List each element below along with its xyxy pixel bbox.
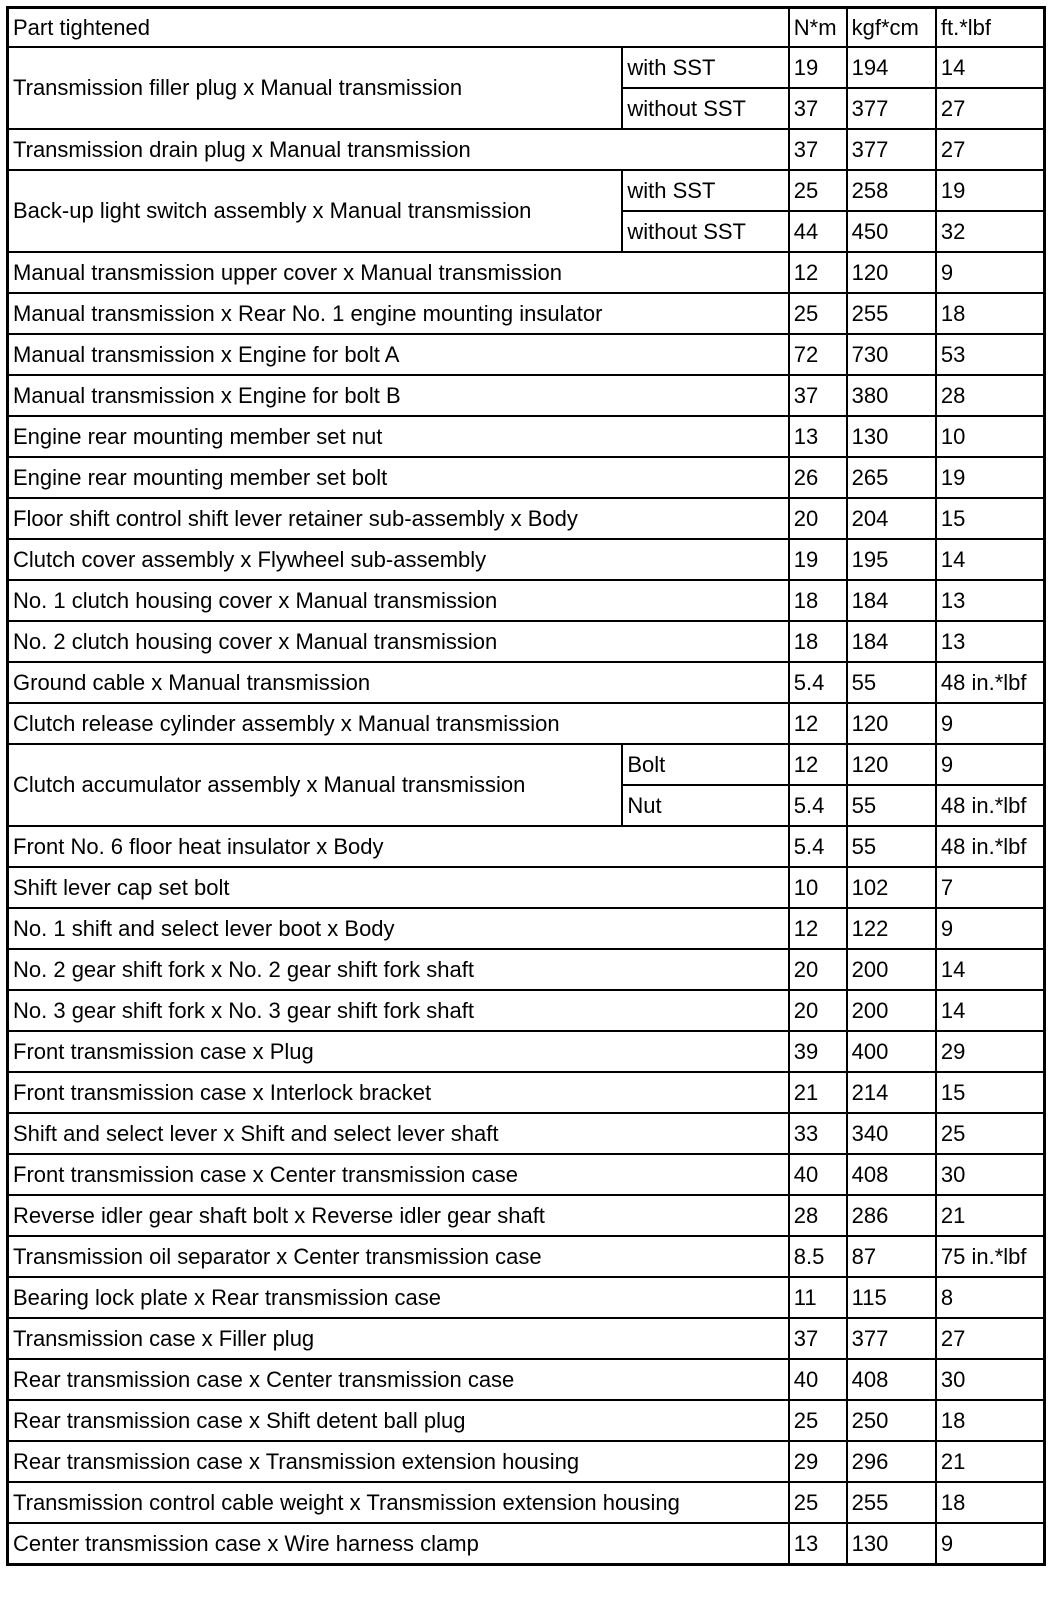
ftlbf-cell: 75 in.*lbf (936, 1236, 1045, 1277)
part-name-cell: Manual transmission upper cover x Manual transmission (8, 252, 789, 293)
table-row (8, 1072, 1045, 1113)
kgfcm-cell: 120 (847, 252, 936, 293)
header-kgfcm: kgf*cm (847, 8, 936, 48)
kgfcm-cell: 115 (847, 1277, 936, 1318)
ftlbf-cell: 15 (936, 498, 1045, 539)
nm-cell: 37 (789, 1318, 847, 1359)
table-row (8, 662, 1045, 703)
nm-cell: 21 (789, 1072, 847, 1113)
condition-cell: without SST (622, 211, 788, 252)
ftlbf-cell: 7 (936, 867, 1045, 908)
table-row (8, 129, 1045, 170)
table-row (8, 539, 1045, 580)
table-row (8, 293, 1045, 334)
kgfcm-cell: 296 (847, 1441, 936, 1482)
ftlbf-cell: 27 (936, 1318, 1045, 1359)
kgfcm-cell: 130 (847, 416, 936, 457)
ftlbf-cell: 19 (936, 170, 1045, 211)
kgfcm-cell: 194 (847, 47, 936, 88)
part-name-cell: Clutch release cylinder assembly x Manual transmission (8, 703, 789, 744)
kgfcm-cell: 120 (847, 744, 936, 785)
part-name-cell: Floor shift control shift lever retainer sub-assembly x Body (8, 498, 789, 539)
table-row (8, 498, 1045, 539)
ftlbf-cell: 21 (936, 1441, 1045, 1482)
ftlbf-cell: 13 (936, 621, 1045, 662)
part-name-cell: Front transmission case x Interlock bracket (8, 1072, 789, 1113)
table-row (8, 826, 1045, 867)
part-name-cell: No. 2 clutch housing cover x Manual transmission (8, 621, 789, 662)
kgfcm-cell: 122 (847, 908, 936, 949)
ftlbf-cell: 13 (936, 580, 1045, 621)
nm-cell: 5.4 (789, 785, 847, 826)
ftlbf-cell: 27 (936, 129, 1045, 170)
kgfcm-cell: 250 (847, 1400, 936, 1441)
part-name-cell: Rear transmission case x Transmission extension housing (8, 1441, 789, 1482)
ftlbf-cell: 8 (936, 1277, 1045, 1318)
ftlbf-cell: 30 (936, 1154, 1045, 1195)
header-row (8, 8, 1045, 48)
nm-cell: 40 (789, 1359, 847, 1400)
part-name-cell: Manual transmission x Engine for bolt B (8, 375, 789, 416)
table-row (8, 703, 1045, 744)
ftlbf-cell: 9 (936, 908, 1045, 949)
ftlbf-cell: 14 (936, 990, 1045, 1031)
ftlbf-cell: 10 (936, 416, 1045, 457)
condition-cell: Nut (622, 785, 788, 826)
table-row (8, 908, 1045, 949)
kgfcm-cell: 408 (847, 1154, 936, 1195)
ftlbf-cell: 15 (936, 1072, 1045, 1113)
kgfcm-cell: 377 (847, 129, 936, 170)
part-name-cell: No. 2 gear shift fork x No. 2 gear shift fork shaft (8, 949, 789, 990)
nm-cell: 10 (789, 867, 847, 908)
condition-cell: Bolt (622, 744, 788, 785)
ftlbf-cell: 48 in.*lbf (936, 785, 1045, 826)
condition-cell: with SST (622, 47, 788, 88)
table-row (8, 252, 1045, 293)
header-part-tightened: Part tightened (8, 8, 789, 48)
part-name-cell: Manual transmission x Engine for bolt A (8, 334, 789, 375)
header-ftlbf: ft.*lbf (936, 8, 1045, 48)
nm-cell: 18 (789, 621, 847, 662)
part-name-cell: No. 3 gear shift fork x No. 3 gear shift fork shaft (8, 990, 789, 1031)
nm-cell: 25 (789, 170, 847, 211)
ftlbf-cell: 30 (936, 1359, 1045, 1400)
part-name-cell: Manual transmission x Rear No. 1 engine mounting insulator (8, 293, 789, 334)
table-row (8, 1236, 1045, 1277)
table-row (8, 1318, 1045, 1359)
kgfcm-cell: 195 (847, 539, 936, 580)
nm-cell: 37 (789, 375, 847, 416)
kgfcm-cell: 87 (847, 1236, 936, 1277)
nm-cell: 13 (789, 416, 847, 457)
table-row (8, 949, 1045, 990)
kgfcm-cell: 255 (847, 1482, 936, 1523)
part-name-cell: Engine rear mounting member set nut (8, 416, 789, 457)
kgfcm-cell: 265 (847, 457, 936, 498)
ftlbf-cell: 21 (936, 1195, 1045, 1236)
kgfcm-cell: 200 (847, 949, 936, 990)
part-name-cell: Shift and select lever x Shift and select lever shaft (8, 1113, 789, 1154)
part-name-cell: Transmission oil separator x Center transmission case (8, 1236, 789, 1277)
nm-cell: 29 (789, 1441, 847, 1482)
table-row (8, 580, 1045, 621)
part-name-cell: Engine rear mounting member set bolt (8, 457, 789, 498)
table-row (8, 47, 1045, 88)
nm-cell: 72 (789, 334, 847, 375)
part-name-cell: Transmission case x Filler plug (8, 1318, 789, 1359)
part-name-cell: Front No. 6 floor heat insulator x Body (8, 826, 789, 867)
nm-cell: 20 (789, 498, 847, 539)
kgfcm-cell: 380 (847, 375, 936, 416)
nm-cell: 25 (789, 1482, 847, 1523)
nm-cell: 5.4 (789, 826, 847, 867)
ftlbf-cell: 14 (936, 539, 1045, 580)
nm-cell: 13 (789, 1523, 847, 1565)
table-row (8, 375, 1045, 416)
table-row (8, 1400, 1045, 1441)
ftlbf-cell: 53 (936, 334, 1045, 375)
ftlbf-cell: 14 (936, 949, 1045, 990)
ftlbf-cell: 19 (936, 457, 1045, 498)
kgfcm-cell: 377 (847, 1318, 936, 1359)
nm-cell: 18 (789, 580, 847, 621)
table-row (8, 1031, 1045, 1072)
kgfcm-cell: 400 (847, 1031, 936, 1072)
nm-cell: 44 (789, 211, 847, 252)
kgfcm-cell: 55 (847, 785, 936, 826)
torque-specification-table (6, 6, 1046, 1566)
condition-cell: without SST (622, 88, 788, 129)
header-nm: N*m (789, 8, 847, 48)
kgfcm-cell: 120 (847, 703, 936, 744)
condition-cell: with SST (622, 170, 788, 211)
kgfcm-cell: 214 (847, 1072, 936, 1113)
part-name-cell: Bearing lock plate x Rear transmission case (8, 1277, 789, 1318)
part-name-cell: Transmission control cable weight x Transmission extension housing (8, 1482, 789, 1523)
kgfcm-cell: 55 (847, 662, 936, 703)
part-name-cell: No. 1 shift and select lever boot x Body (8, 908, 789, 949)
table-row (8, 867, 1045, 908)
table-row (8, 1195, 1045, 1236)
kgfcm-cell: 450 (847, 211, 936, 252)
table-row (8, 457, 1045, 498)
kgfcm-cell: 200 (847, 990, 936, 1031)
kgfcm-cell: 408 (847, 1359, 936, 1400)
kgfcm-cell: 730 (847, 334, 936, 375)
part-name-cell: Clutch accumulator assembly x Manual transmission (8, 744, 623, 826)
nm-cell: 12 (789, 703, 847, 744)
kgfcm-cell: 286 (847, 1195, 936, 1236)
nm-cell: 8.5 (789, 1236, 847, 1277)
part-name-cell: Shift lever cap set bolt (8, 867, 789, 908)
part-name-cell: Back-up light switch assembly x Manual transmission (8, 170, 623, 252)
torque-table-body (8, 8, 1045, 1565)
table-row (8, 1113, 1045, 1154)
part-name-cell: Reverse idler gear shaft bolt x Reverse idler gear shaft (8, 1195, 789, 1236)
table-row (8, 1277, 1045, 1318)
nm-cell: 28 (789, 1195, 847, 1236)
nm-cell: 12 (789, 252, 847, 293)
part-name-cell: Transmission drain plug x Manual transmission (8, 129, 789, 170)
nm-cell: 26 (789, 457, 847, 498)
ftlbf-cell: 18 (936, 293, 1045, 334)
nm-cell: 12 (789, 744, 847, 785)
table-row (8, 1523, 1045, 1565)
kgfcm-cell: 377 (847, 88, 936, 129)
kgfcm-cell: 258 (847, 170, 936, 211)
kgfcm-cell: 55 (847, 826, 936, 867)
nm-cell: 20 (789, 990, 847, 1031)
nm-cell: 12 (789, 908, 847, 949)
nm-cell: 40 (789, 1154, 847, 1195)
ftlbf-cell: 18 (936, 1482, 1045, 1523)
table-row (8, 1359, 1045, 1400)
nm-cell: 11 (789, 1277, 847, 1318)
ftlbf-cell: 27 (936, 88, 1045, 129)
table-row (8, 170, 1045, 211)
part-name-cell: Rear transmission case x Shift detent ball plug (8, 1400, 789, 1441)
nm-cell: 19 (789, 47, 847, 88)
nm-cell: 25 (789, 293, 847, 334)
part-name-cell: Ground cable x Manual transmission (8, 662, 789, 703)
part-name-cell: Rear transmission case x Center transmission case (8, 1359, 789, 1400)
nm-cell: 37 (789, 88, 847, 129)
ftlbf-cell: 25 (936, 1113, 1045, 1154)
table-row (8, 416, 1045, 457)
kgfcm-cell: 184 (847, 621, 936, 662)
ftlbf-cell: 14 (936, 47, 1045, 88)
table-row (8, 621, 1045, 662)
ftlbf-cell: 9 (936, 252, 1045, 293)
kgfcm-cell: 340 (847, 1113, 936, 1154)
ftlbf-cell: 48 in.*lbf (936, 826, 1045, 867)
ftlbf-cell: 28 (936, 375, 1045, 416)
kgfcm-cell: 255 (847, 293, 936, 334)
part-name-cell: Front transmission case x Plug (8, 1031, 789, 1072)
ftlbf-cell: 32 (936, 211, 1045, 252)
part-name-cell: Front transmission case x Center transmission case (8, 1154, 789, 1195)
ftlbf-cell: 18 (936, 1400, 1045, 1441)
table-row (8, 334, 1045, 375)
table-row (8, 990, 1045, 1031)
kgfcm-cell: 204 (847, 498, 936, 539)
ftlbf-cell: 9 (936, 703, 1045, 744)
ftlbf-cell: 48 in.*lbf (936, 662, 1045, 703)
table-row (8, 744, 1045, 785)
part-name-cell: Clutch cover assembly x Flywheel sub-assembly (8, 539, 789, 580)
nm-cell: 20 (789, 949, 847, 990)
table-row (8, 1441, 1045, 1482)
nm-cell: 39 (789, 1031, 847, 1072)
nm-cell: 19 (789, 539, 847, 580)
table-row (8, 1154, 1045, 1195)
nm-cell: 5.4 (789, 662, 847, 703)
ftlbf-cell: 9 (936, 744, 1045, 785)
part-name-cell: Center transmission case x Wire harness clamp (8, 1523, 789, 1565)
table-row (8, 1482, 1045, 1523)
nm-cell: 33 (789, 1113, 847, 1154)
part-name-cell: No. 1 clutch housing cover x Manual transmission (8, 580, 789, 621)
ftlbf-cell: 29 (936, 1031, 1045, 1072)
kgfcm-cell: 130 (847, 1523, 936, 1565)
kgfcm-cell: 102 (847, 867, 936, 908)
part-name-cell: Transmission filler plug x Manual transmission (8, 47, 623, 129)
ftlbf-cell: 9 (936, 1523, 1045, 1565)
kgfcm-cell: 184 (847, 580, 936, 621)
nm-cell: 37 (789, 129, 847, 170)
nm-cell: 25 (789, 1400, 847, 1441)
